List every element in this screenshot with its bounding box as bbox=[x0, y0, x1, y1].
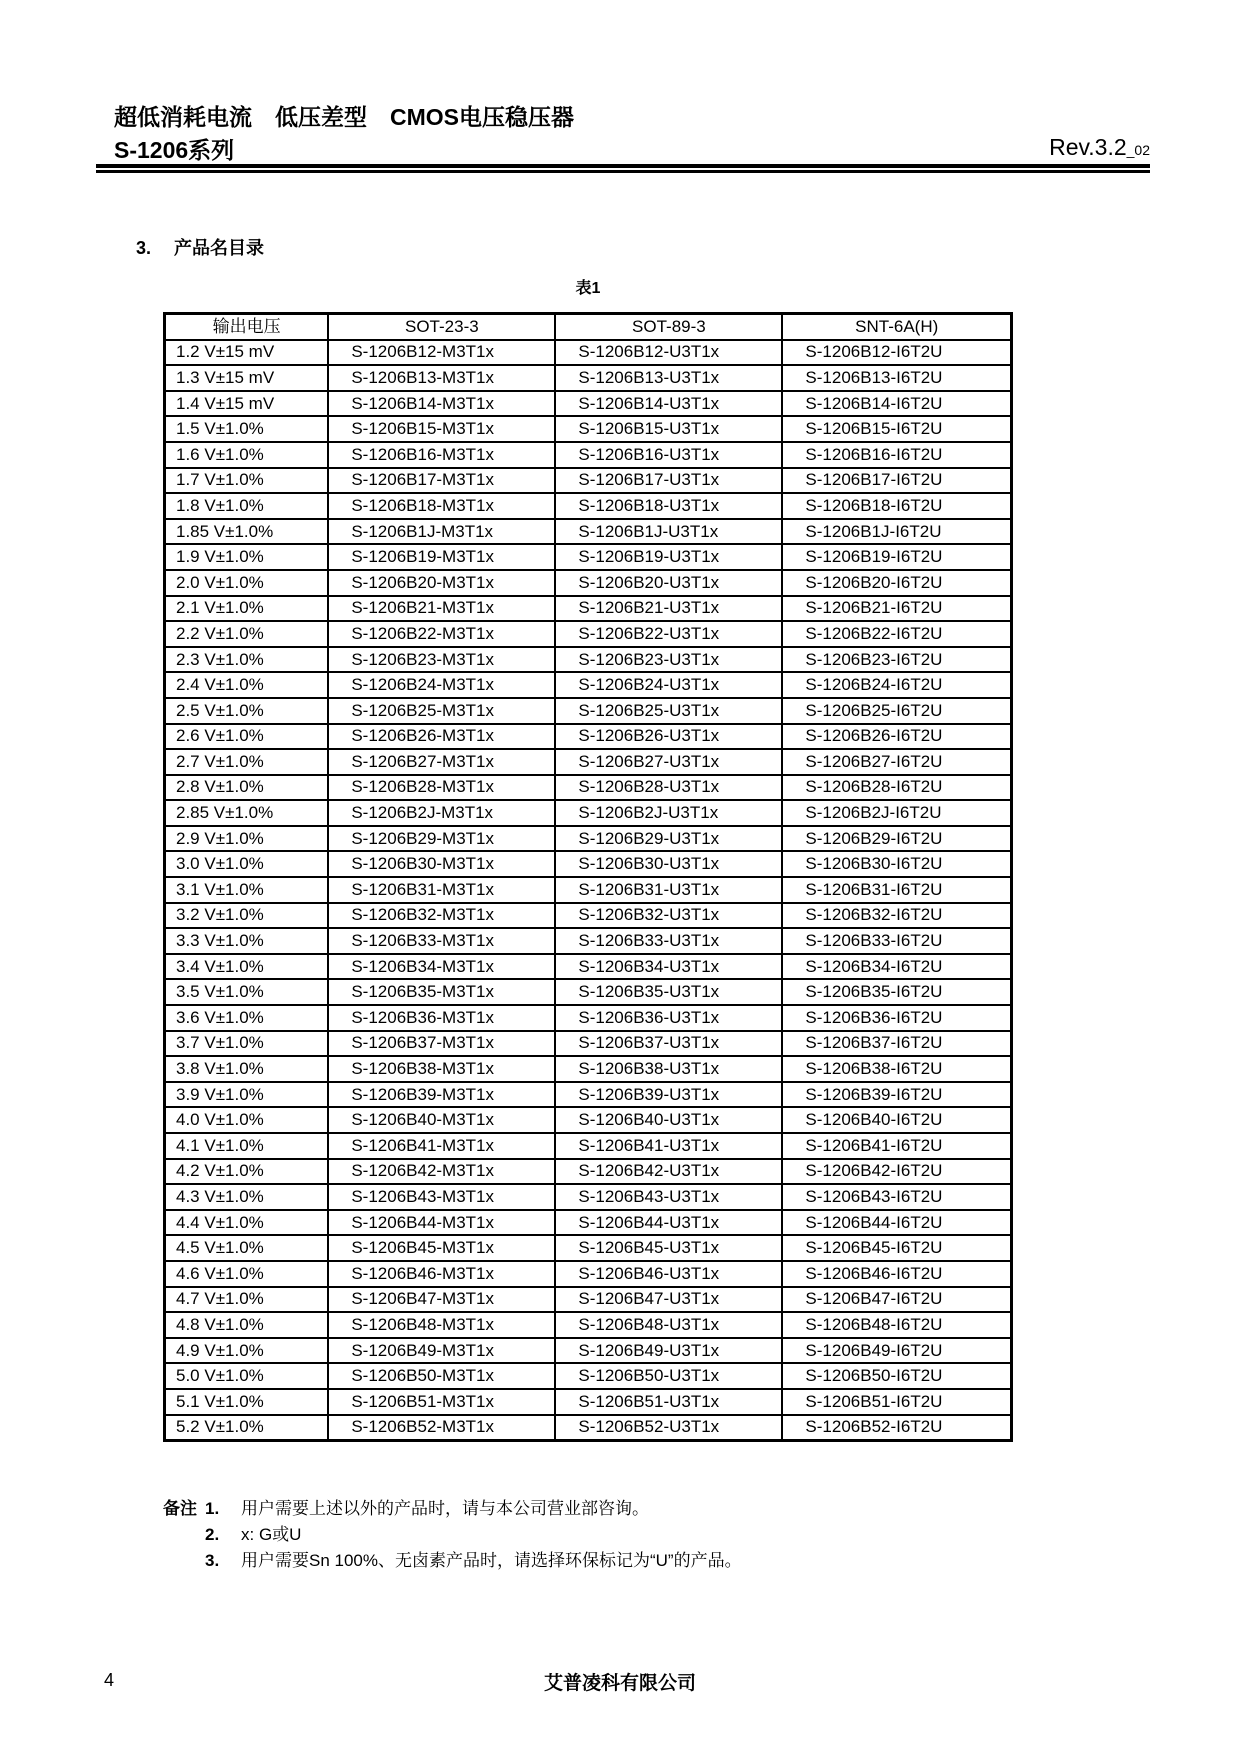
sot-89-3-cell: S-1206B2J-U3T1x bbox=[555, 800, 782, 826]
table-row bbox=[165, 698, 1012, 724]
company-name: 艾普凌科有限公司 bbox=[543, 1673, 696, 1694]
sot-89-3-cell: S-1206B32-U3T1x bbox=[555, 903, 782, 929]
sot-23-3-cell: S-1206B37-M3T1x bbox=[328, 1031, 555, 1057]
sot-23-3-cell: S-1206B40-M3T1x bbox=[328, 1107, 555, 1133]
sot-23-3-cell: S-1206B15-M3T1x bbox=[328, 416, 555, 442]
table-row bbox=[165, 570, 1012, 596]
sot-23-3-cell: S-1206B26-M3T1x bbox=[328, 724, 555, 750]
output-voltage-cell: 1.4 V±15 mV bbox=[165, 391, 329, 417]
snt-6a-cell: S-1206B41-I6T2U bbox=[782, 1133, 1011, 1159]
snt-6a-cell: S-1206B51-I6T2U bbox=[782, 1389, 1011, 1415]
table-row bbox=[165, 1338, 1012, 1364]
snt-6a-cell: S-1206B24-I6T2U bbox=[782, 672, 1011, 698]
output-voltage-cell: 4.9 V±1.0% bbox=[165, 1338, 329, 1364]
table-row bbox=[165, 928, 1012, 954]
output-voltage-cell: 3.1 V±1.0% bbox=[165, 877, 329, 903]
sot-89-3-cell: S-1206B20-U3T1x bbox=[555, 570, 782, 596]
output-voltage-cell: 2.0 V±1.0% bbox=[165, 570, 329, 596]
output-voltage-cell: 2.9 V±1.0% bbox=[165, 826, 329, 852]
output-voltage-cell: 1.5 V±1.0% bbox=[165, 416, 329, 442]
output-voltage-cell: 4.4 V±1.0% bbox=[165, 1210, 329, 1236]
sot-23-3-cell: S-1206B31-M3T1x bbox=[328, 877, 555, 903]
sot-23-3-cell: S-1206B12-M3T1x bbox=[328, 340, 555, 366]
output-voltage-cell: 3.2 V±1.0% bbox=[165, 903, 329, 929]
sot-89-3-cell: S-1206B46-U3T1x bbox=[555, 1261, 782, 1287]
series-name: S-1206系列 bbox=[114, 137, 235, 163]
table-row bbox=[165, 1389, 1012, 1415]
table-row bbox=[165, 1363, 1012, 1389]
sot-23-3-cell: S-1206B30-M3T1x bbox=[328, 851, 555, 877]
table-body bbox=[165, 340, 1012, 1441]
note-number: 3. bbox=[205, 1551, 220, 1570]
snt-6a-cell: S-1206B50-I6T2U bbox=[782, 1363, 1011, 1389]
sot-23-3-cell: S-1206B25-M3T1x bbox=[328, 698, 555, 724]
output-voltage-cell: 1.7 V±1.0% bbox=[165, 468, 329, 494]
note-text: x: G或U bbox=[241, 1525, 302, 1544]
snt-6a-cell: S-1206B1J-I6T2U bbox=[782, 519, 1011, 545]
snt-6a-cell: S-1206B15-I6T2U bbox=[782, 416, 1011, 442]
sot-89-3-cell: S-1206B52-U3T1x bbox=[555, 1415, 782, 1441]
snt-6a-cell: S-1206B34-I6T2U bbox=[782, 954, 1011, 980]
table-caption: 表1 bbox=[575, 280, 601, 297]
snt-6a-cell: S-1206B44-I6T2U bbox=[782, 1210, 1011, 1236]
output-voltage-cell: 5.1 V±1.0% bbox=[165, 1389, 329, 1415]
sot-89-3-cell: S-1206B1J-U3T1x bbox=[555, 519, 782, 545]
table-row bbox=[165, 775, 1012, 801]
page-number: 4 bbox=[104, 1670, 115, 1690]
sot-89-3-cell: S-1206B25-U3T1x bbox=[555, 698, 782, 724]
header-snt-6a: SNT-6A(H) bbox=[782, 314, 1011, 340]
revision-number: Rev.3.2 bbox=[1049, 134, 1127, 160]
snt-6a-cell: S-1206B26-I6T2U bbox=[782, 724, 1011, 750]
revision bbox=[1049, 132, 1150, 165]
sot-89-3-cell: S-1206B17-U3T1x bbox=[555, 468, 782, 494]
table-header-row bbox=[165, 314, 1012, 340]
table-row bbox=[165, 724, 1012, 750]
snt-6a-cell: S-1206B39-I6T2U bbox=[782, 1082, 1011, 1108]
sot-89-3-cell: S-1206B23-U3T1x bbox=[555, 647, 782, 673]
sot-23-3-cell: S-1206B50-M3T1x bbox=[328, 1363, 555, 1389]
output-voltage-cell: 3.8 V±1.0% bbox=[165, 1056, 329, 1082]
sot-23-3-cell: S-1206B27-M3T1x bbox=[328, 749, 555, 775]
sot-89-3-cell: S-1206B48-U3T1x bbox=[555, 1312, 782, 1338]
sot-23-3-cell: S-1206B36-M3T1x bbox=[328, 1005, 555, 1031]
table-row bbox=[165, 877, 1012, 903]
snt-6a-cell: S-1206B47-I6T2U bbox=[782, 1287, 1011, 1313]
sot-89-3-cell: S-1206B29-U3T1x bbox=[555, 826, 782, 852]
table-row bbox=[165, 544, 1012, 570]
output-voltage-cell: 2.1 V±1.0% bbox=[165, 596, 329, 622]
snt-6a-cell: S-1206B27-I6T2U bbox=[782, 749, 1011, 775]
snt-6a-cell: S-1206B14-I6T2U bbox=[782, 391, 1011, 417]
sot-23-3-cell: S-1206B52-M3T1x bbox=[328, 1415, 555, 1441]
sot-23-3-cell: S-1206B16-M3T1x bbox=[328, 442, 555, 468]
snt-6a-cell: S-1206B31-I6T2U bbox=[782, 877, 1011, 903]
table-row bbox=[165, 1133, 1012, 1159]
sot-23-3-cell: S-1206B46-M3T1x bbox=[328, 1261, 555, 1287]
sot-89-3-cell: S-1206B26-U3T1x bbox=[555, 724, 782, 750]
snt-6a-cell: S-1206B40-I6T2U bbox=[782, 1107, 1011, 1133]
output-voltage-cell: 1.6 V±1.0% bbox=[165, 442, 329, 468]
snt-6a-cell: S-1206B37-I6T2U bbox=[782, 1031, 1011, 1057]
output-voltage-cell: 3.6 V±1.0% bbox=[165, 1005, 329, 1031]
snt-6a-cell: S-1206B21-I6T2U bbox=[782, 596, 1011, 622]
sot-23-3-cell: S-1206B18-M3T1x bbox=[328, 493, 555, 519]
output-voltage-cell: 3.3 V±1.0% bbox=[165, 928, 329, 954]
sot-89-3-cell: S-1206B30-U3T1x bbox=[555, 851, 782, 877]
sot-89-3-cell: S-1206B14-U3T1x bbox=[555, 391, 782, 417]
output-voltage-cell: 2.8 V±1.0% bbox=[165, 775, 329, 801]
sot-23-3-cell: S-1206B14-M3T1x bbox=[328, 391, 555, 417]
output-voltage-cell: 3.5 V±1.0% bbox=[165, 979, 329, 1005]
sot-89-3-cell: S-1206B16-U3T1x bbox=[555, 442, 782, 468]
snt-6a-cell: S-1206B46-I6T2U bbox=[782, 1261, 1011, 1287]
output-voltage-cell: 2.6 V±1.0% bbox=[165, 724, 329, 750]
sot-89-3-cell: S-1206B28-U3T1x bbox=[555, 775, 782, 801]
output-voltage-cell: 4.8 V±1.0% bbox=[165, 1312, 329, 1338]
page-header bbox=[114, 102, 1150, 165]
sot-89-3-cell: S-1206B47-U3T1x bbox=[555, 1287, 782, 1313]
snt-6a-cell: S-1206B23-I6T2U bbox=[782, 647, 1011, 673]
table-row bbox=[165, 519, 1012, 545]
snt-6a-cell: S-1206B20-I6T2U bbox=[782, 570, 1011, 596]
sot-89-3-cell: S-1206B42-U3T1x bbox=[555, 1159, 782, 1185]
sot-23-3-cell: S-1206B42-M3T1x bbox=[328, 1159, 555, 1185]
sot-89-3-cell: S-1206B13-U3T1x bbox=[555, 365, 782, 391]
notes bbox=[163, 1496, 742, 1574]
table-row bbox=[165, 800, 1012, 826]
note-number: 2. bbox=[205, 1525, 220, 1544]
table-row bbox=[165, 1005, 1012, 1031]
output-voltage-cell: 2.2 V±1.0% bbox=[165, 621, 329, 647]
sot-89-3-cell: S-1206B40-U3T1x bbox=[555, 1107, 782, 1133]
sot-23-3-cell: S-1206B49-M3T1x bbox=[328, 1338, 555, 1364]
snt-6a-cell: S-1206B35-I6T2U bbox=[782, 979, 1011, 1005]
output-voltage-cell: 1.2 V±15 mV bbox=[165, 340, 329, 366]
notes-label: 备注 bbox=[163, 1499, 197, 1518]
snt-6a-cell: S-1206B18-I6T2U bbox=[782, 493, 1011, 519]
snt-6a-cell: S-1206B29-I6T2U bbox=[782, 826, 1011, 852]
snt-6a-cell: S-1206B48-I6T2U bbox=[782, 1312, 1011, 1338]
output-voltage-cell: 4.0 V±1.0% bbox=[165, 1107, 329, 1133]
output-voltage-cell: 4.1 V±1.0% bbox=[165, 1133, 329, 1159]
product-catalog-table bbox=[163, 312, 1013, 1442]
output-voltage-cell: 2.85 V±1.0% bbox=[165, 800, 329, 826]
sot-23-3-cell: S-1206B2J-M3T1x bbox=[328, 800, 555, 826]
sot-23-3-cell: S-1206B41-M3T1x bbox=[328, 1133, 555, 1159]
output-voltage-cell: 2.3 V±1.0% bbox=[165, 647, 329, 673]
note-item bbox=[163, 1496, 742, 1522]
table-row bbox=[165, 903, 1012, 929]
table-row bbox=[165, 1031, 1012, 1057]
snt-6a-cell: S-1206B25-I6T2U bbox=[782, 698, 1011, 724]
section-number: 3. bbox=[136, 238, 152, 258]
table-row bbox=[165, 647, 1012, 673]
table-row bbox=[165, 1107, 1012, 1133]
sot-23-3-cell: S-1206B45-M3T1x bbox=[328, 1235, 555, 1261]
snt-6a-cell: S-1206B30-I6T2U bbox=[782, 851, 1011, 877]
header-rule-thick bbox=[96, 164, 1150, 168]
sot-23-3-cell: S-1206B51-M3T1x bbox=[328, 1389, 555, 1415]
table-row bbox=[165, 1312, 1012, 1338]
output-voltage-cell: 1.9 V±1.0% bbox=[165, 544, 329, 570]
section-title: 产品名目录 bbox=[174, 238, 264, 258]
snt-6a-cell: S-1206B42-I6T2U bbox=[782, 1159, 1011, 1185]
output-voltage-cell: 2.7 V±1.0% bbox=[165, 749, 329, 775]
table-row bbox=[165, 596, 1012, 622]
table-row bbox=[165, 979, 1012, 1005]
header-rule-thin bbox=[96, 170, 1150, 173]
table-row bbox=[165, 493, 1012, 519]
snt-6a-cell: S-1206B36-I6T2U bbox=[782, 1005, 1011, 1031]
table-row bbox=[165, 416, 1012, 442]
snt-6a-cell: S-1206B2J-I6T2U bbox=[782, 800, 1011, 826]
sot-23-3-cell: S-1206B17-M3T1x bbox=[328, 468, 555, 494]
sot-23-3-cell: S-1206B21-M3T1x bbox=[328, 596, 555, 622]
sot-23-3-cell: S-1206B13-M3T1x bbox=[328, 365, 555, 391]
output-voltage-cell: 1.3 V±15 mV bbox=[165, 365, 329, 391]
sot-23-3-cell: S-1206B39-M3T1x bbox=[328, 1082, 555, 1108]
sot-23-3-cell: S-1206B22-M3T1x bbox=[328, 621, 555, 647]
snt-6a-cell: S-1206B12-I6T2U bbox=[782, 340, 1011, 366]
sot-23-3-cell: S-1206B44-M3T1x bbox=[328, 1210, 555, 1236]
sot-89-3-cell: S-1206B50-U3T1x bbox=[555, 1363, 782, 1389]
output-voltage-cell: 3.4 V±1.0% bbox=[165, 954, 329, 980]
output-voltage-cell: 4.6 V±1.0% bbox=[165, 1261, 329, 1287]
snt-6a-cell: S-1206B16-I6T2U bbox=[782, 442, 1011, 468]
sot-89-3-cell: S-1206B44-U3T1x bbox=[555, 1210, 782, 1236]
sot-23-3-cell: S-1206B28-M3T1x bbox=[328, 775, 555, 801]
header-sot-23-3: SOT-23-3 bbox=[328, 314, 555, 340]
sot-89-3-cell: S-1206B43-U3T1x bbox=[555, 1184, 782, 1210]
sot-89-3-cell: S-1206B34-U3T1x bbox=[555, 954, 782, 980]
sot-23-3-cell: S-1206B1J-M3T1x bbox=[328, 519, 555, 545]
document-title: 超低消耗电流 低压差型 CMOS电压稳压器 bbox=[114, 104, 574, 130]
output-voltage-cell: 2.5 V±1.0% bbox=[165, 698, 329, 724]
table-row bbox=[165, 621, 1012, 647]
sot-89-3-cell: S-1206B38-U3T1x bbox=[555, 1056, 782, 1082]
table-row bbox=[165, 1415, 1012, 1441]
sot-89-3-cell: S-1206B19-U3T1x bbox=[555, 544, 782, 570]
output-voltage-cell: 3.9 V±1.0% bbox=[165, 1082, 329, 1108]
sot-23-3-cell: S-1206B19-M3T1x bbox=[328, 544, 555, 570]
note-text: 用户需要Sn 100%、无卤素产品时，请选择环保标记为“U”的产品。 bbox=[241, 1551, 742, 1570]
output-voltage-cell: 4.2 V±1.0% bbox=[165, 1159, 329, 1185]
snt-6a-cell: S-1206B45-I6T2U bbox=[782, 1235, 1011, 1261]
sot-23-3-cell: S-1206B29-M3T1x bbox=[328, 826, 555, 852]
sot-23-3-cell: S-1206B34-M3T1x bbox=[328, 954, 555, 980]
snt-6a-cell: S-1206B22-I6T2U bbox=[782, 621, 1011, 647]
output-voltage-cell: 4.3 V±1.0% bbox=[165, 1184, 329, 1210]
sot-23-3-cell: S-1206B20-M3T1x bbox=[328, 570, 555, 596]
table-row bbox=[165, 1184, 1012, 1210]
output-voltage-cell: 4.7 V±1.0% bbox=[165, 1287, 329, 1313]
snt-6a-cell: S-1206B52-I6T2U bbox=[782, 1415, 1011, 1441]
table-row bbox=[165, 1261, 1012, 1287]
table-row bbox=[165, 365, 1012, 391]
sot-89-3-cell: S-1206B12-U3T1x bbox=[555, 340, 782, 366]
output-voltage-cell: 5.2 V±1.0% bbox=[165, 1415, 329, 1441]
sot-89-3-cell: S-1206B22-U3T1x bbox=[555, 621, 782, 647]
output-voltage-cell: 5.0 V±1.0% bbox=[165, 1363, 329, 1389]
sot-89-3-cell: S-1206B49-U3T1x bbox=[555, 1338, 782, 1364]
sot-89-3-cell: S-1206B21-U3T1x bbox=[555, 596, 782, 622]
table-row bbox=[165, 954, 1012, 980]
sot-23-3-cell: S-1206B32-M3T1x bbox=[328, 903, 555, 929]
table-row bbox=[165, 1235, 1012, 1261]
table-row bbox=[165, 442, 1012, 468]
table-row bbox=[165, 672, 1012, 698]
snt-6a-cell: S-1206B43-I6T2U bbox=[782, 1184, 1011, 1210]
table-row bbox=[165, 826, 1012, 852]
sot-89-3-cell: S-1206B35-U3T1x bbox=[555, 979, 782, 1005]
snt-6a-cell: S-1206B17-I6T2U bbox=[782, 468, 1011, 494]
snt-6a-cell: S-1206B49-I6T2U bbox=[782, 1338, 1011, 1364]
table-row bbox=[165, 468, 1012, 494]
sot-89-3-cell: S-1206B15-U3T1x bbox=[555, 416, 782, 442]
sot-89-3-cell: S-1206B31-U3T1x bbox=[555, 877, 782, 903]
table-row bbox=[165, 1287, 1012, 1313]
sot-89-3-cell: S-1206B45-U3T1x bbox=[555, 1235, 782, 1261]
output-voltage-cell: 1.85 V±1.0% bbox=[165, 519, 329, 545]
output-voltage-cell: 4.5 V±1.0% bbox=[165, 1235, 329, 1261]
sot-89-3-cell: S-1206B33-U3T1x bbox=[555, 928, 782, 954]
section-heading bbox=[136, 234, 264, 260]
snt-6a-cell: S-1206B13-I6T2U bbox=[782, 365, 1011, 391]
table-row bbox=[165, 749, 1012, 775]
sot-23-3-cell: S-1206B24-M3T1x bbox=[328, 672, 555, 698]
revision-sub: _02 bbox=[1126, 142, 1150, 158]
sot-89-3-cell: S-1206B18-U3T1x bbox=[555, 493, 782, 519]
table-row bbox=[165, 851, 1012, 877]
output-voltage-cell: 1.8 V±1.0% bbox=[165, 493, 329, 519]
sot-23-3-cell: S-1206B48-M3T1x bbox=[328, 1312, 555, 1338]
sot-89-3-cell: S-1206B51-U3T1x bbox=[555, 1389, 782, 1415]
sot-23-3-cell: S-1206B38-M3T1x bbox=[328, 1056, 555, 1082]
sot-89-3-cell: S-1206B41-U3T1x bbox=[555, 1133, 782, 1159]
sot-23-3-cell: S-1206B47-M3T1x bbox=[328, 1287, 555, 1313]
output-voltage-cell: 3.7 V±1.0% bbox=[165, 1031, 329, 1057]
sot-89-3-cell: S-1206B27-U3T1x bbox=[555, 749, 782, 775]
note-number: 1. bbox=[205, 1499, 220, 1518]
note-text: 用户需要上述以外的产品时，请与本公司营业部咨询。 bbox=[241, 1499, 649, 1518]
output-voltage-cell: 2.4 V±1.0% bbox=[165, 672, 329, 698]
sot-23-3-cell: S-1206B35-M3T1x bbox=[328, 979, 555, 1005]
sot-23-3-cell: S-1206B33-M3T1x bbox=[328, 928, 555, 954]
snt-6a-cell: S-1206B33-I6T2U bbox=[782, 928, 1011, 954]
snt-6a-cell: S-1206B28-I6T2U bbox=[782, 775, 1011, 801]
note-item bbox=[163, 1522, 742, 1548]
table-row bbox=[165, 391, 1012, 417]
table-row bbox=[165, 1210, 1012, 1236]
header-output-voltage: 输出电压 bbox=[165, 314, 329, 340]
table-row bbox=[165, 1159, 1012, 1185]
sot-89-3-cell: S-1206B37-U3T1x bbox=[555, 1031, 782, 1057]
snt-6a-cell: S-1206B38-I6T2U bbox=[782, 1056, 1011, 1082]
sot-23-3-cell: S-1206B23-M3T1x bbox=[328, 647, 555, 673]
table-row bbox=[165, 1082, 1012, 1108]
table-row bbox=[165, 1056, 1012, 1082]
snt-6a-cell: S-1206B32-I6T2U bbox=[782, 903, 1011, 929]
header-sot-89-3: SOT-89-3 bbox=[555, 314, 782, 340]
note-item bbox=[163, 1548, 742, 1574]
output-voltage-cell: 3.0 V±1.0% bbox=[165, 851, 329, 877]
snt-6a-cell: S-1206B19-I6T2U bbox=[782, 544, 1011, 570]
sot-89-3-cell: S-1206B24-U3T1x bbox=[555, 672, 782, 698]
sot-89-3-cell: S-1206B36-U3T1x bbox=[555, 1005, 782, 1031]
table-row bbox=[165, 340, 1012, 366]
sot-23-3-cell: S-1206B43-M3T1x bbox=[328, 1184, 555, 1210]
sot-89-3-cell: S-1206B39-U3T1x bbox=[555, 1082, 782, 1108]
